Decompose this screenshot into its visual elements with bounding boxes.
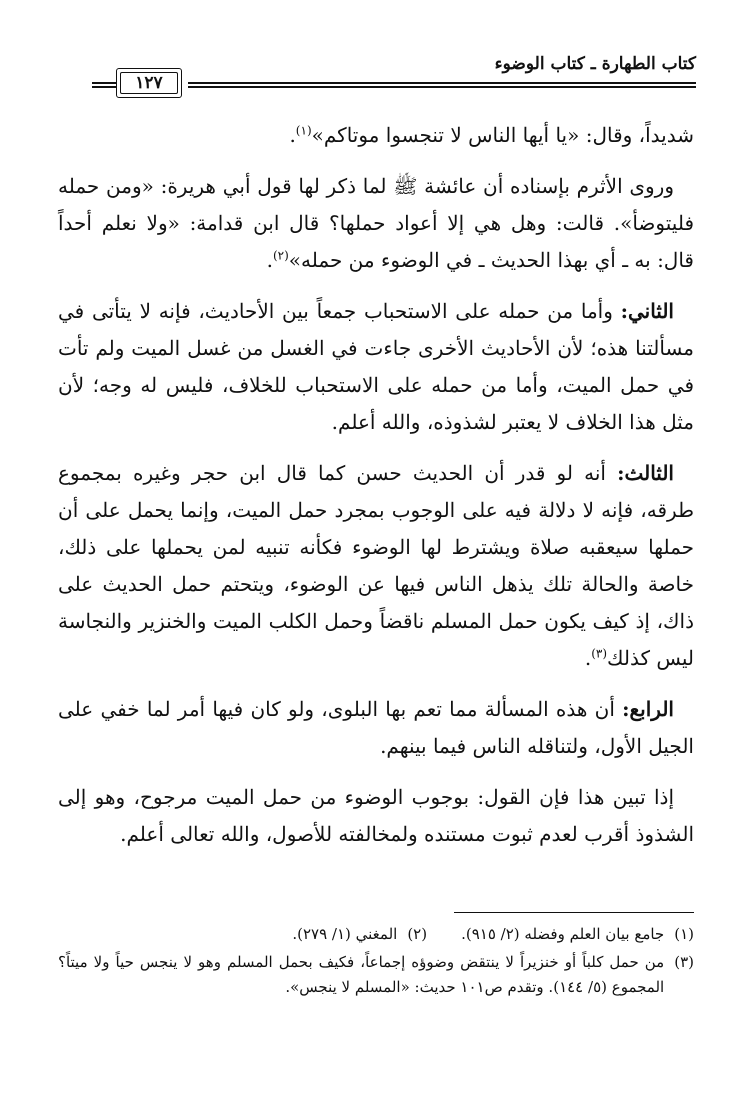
header-rule <box>188 82 696 84</box>
footnote-row <box>58 922 694 950</box>
header-rule-left <box>92 82 116 84</box>
page-number-frame <box>116 68 182 98</box>
main-text <box>58 117 694 867</box>
paragraph <box>58 168 694 279</box>
header-rule <box>188 86 696 88</box>
paragraph <box>58 691 694 765</box>
footnote-ref[interactable]: (١) <box>295 123 312 138</box>
footnote-text: المغني (١/ ٢٧٩). <box>292 925 398 943</box>
footnote <box>461 922 694 947</box>
paragraph-text: إذا تبين هذا فإن القول: بوجوب الوضوء من حمل الميت مرجوح، وهو إلى الشذوذ أقرب لعدم ثبوت مستنده ولمخالفته للأصول، والله تعالى أعلم. <box>58 785 694 846</box>
footnote-text: من حمل كلباً أو خنزيراً لا ينتقض وضوؤه إجماعاً، فكيف بحمل المسلم وهو لا ينجس حياً ولا ميتاً؟ المجموع (٥/ ١٤٤). وتقدم ص١٠١ حديث: «المسلم لا ينجس». <box>58 953 665 996</box>
page-number: ١٢٧ <box>120 72 178 94</box>
paragraph-text: وأما من حمله على الاستحباب جمعاً بين الأحاديث، فإنه لا يتأتى في مسألتنا هذه؛ لأن الأحاديث الأخرى جاءت في الغسل من غسل الميت ولم تأت في حمل الميت، وأما من حمله على الاستحباب للخلاف، فليس له وجه؛ لأن مثل هذا الخلاف لا يعتبر لشذوذه، والله أعلم. <box>58 299 694 434</box>
paragraph-end: . <box>266 248 273 272</box>
footnote-number: (٣) <box>674 953 694 971</box>
section-lead: الثالث: <box>617 461 674 485</box>
running-title: كتاب الطهارة ـ كتاب الوضوء <box>494 54 696 74</box>
footnote-text: جامع بيان العلم وفضله (٢/ ٩١٥). <box>461 925 665 943</box>
header-rule-left <box>92 86 116 88</box>
paragraph-text: أنه لو قدر أن الحديث حسن كما قال ابن حجر وغيره بمجموع طرقه، فإنه لا دلالة فيه على الوجوب بمجرد حمل الميت، وإنما يحمل على أن حملها سيعقبه صلاة ويشترط لها الوضوء فكأنه تنبيه لمن يحملها على ذلك، خاصة والحالة تلك يذهل الناس فيها عن الوضوء، ويتحتم حمل الحديث على ذاك، إذ كيف يكون حمل المسلم ناقضاً وحمل الكلب الميت والخنزير والنجاسة ليس كذلك <box>58 461 694 670</box>
paragraph-end: . <box>289 123 296 147</box>
paragraph <box>58 293 694 441</box>
section-lead: الرابع: <box>622 697 674 721</box>
paragraph-text: وروى الأثرم بإسناده أن عائشة ﷺ لما ذكر لها قول أبي هريرة: «ومن حمله فليتوضأ». قالت: وهل هي إلا أعواد حملها؟ قال ابن قدامة: «ولا نعلم أحداً قال: به ـ أي بهذا الحديث ـ في الوضوء من حمله» <box>58 174 694 272</box>
footnote-ref[interactable]: (٢) <box>272 248 289 263</box>
paragraph <box>58 117 694 154</box>
footnotes <box>58 922 694 1003</box>
footnote <box>58 950 694 1000</box>
paragraph-end: . <box>584 646 592 670</box>
footnote-number: (١) <box>674 925 694 943</box>
footnote-number: (٢) <box>407 925 428 943</box>
page-header <box>92 48 696 106</box>
paragraph-text: أن هذه المسألة مما تعم بها البلوى، ولو كان فيها أمر لما خفي على الجيل الأول، ولتناقله الناس فيما بينهم. <box>58 697 694 758</box>
section-lead: الثاني: <box>620 299 674 323</box>
paragraph-text: شديداً، وقال: «يا أيها الناس لا تنجسوا موتاكم» <box>311 123 694 147</box>
paragraph <box>58 455 694 677</box>
footnote <box>292 922 427 947</box>
paragraph <box>58 779 694 853</box>
footnote-separator <box>454 912 694 913</box>
footnote-ref[interactable]: (٣) <box>591 646 608 661</box>
